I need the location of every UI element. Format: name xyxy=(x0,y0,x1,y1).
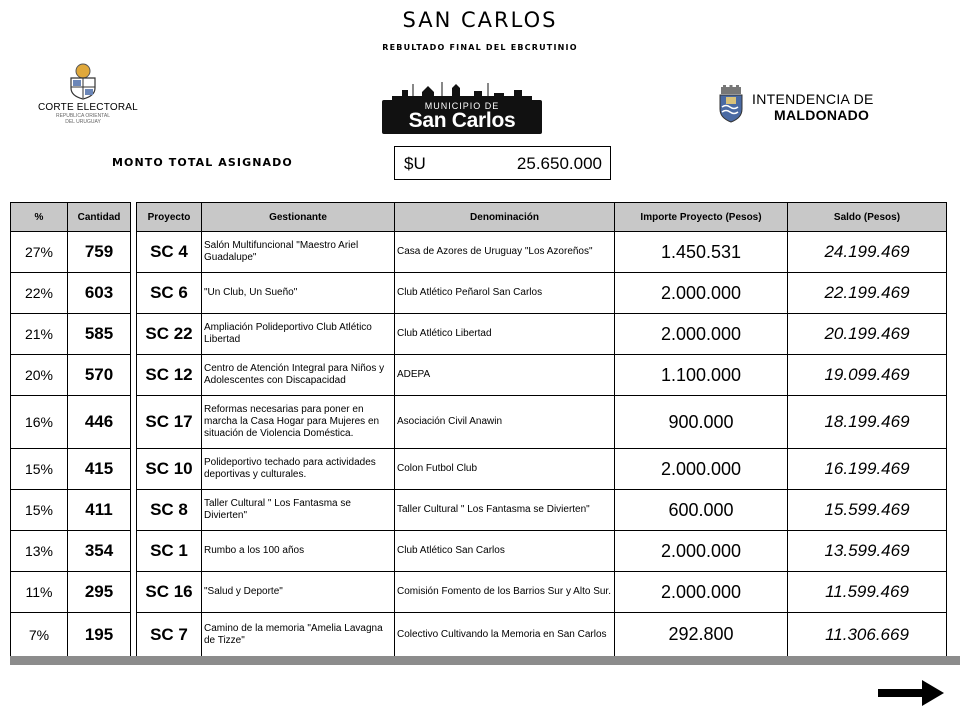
corte-electoral-name: CORTE ELECTORAL xyxy=(38,102,138,113)
cell-importe: 1.450.531 xyxy=(615,232,788,273)
table-row xyxy=(11,449,947,490)
cell-saldo: 11.599.469 xyxy=(788,572,947,613)
intendencia-line2: MALDONADO xyxy=(774,107,870,123)
cell-gestionante: Ampliación Polideportivo Club Atlético Libertad xyxy=(202,314,395,355)
cell-gestionante: "Salud y Deporte" xyxy=(202,572,395,613)
cell-denominacion: Club Atlético Peñarol San Carlos xyxy=(395,273,615,314)
header-proyecto: Proyecto xyxy=(137,203,202,232)
cell-pct: 20% xyxy=(11,355,68,396)
cell-pct: 13% xyxy=(11,531,68,572)
cell-cantidad: 759 xyxy=(68,232,131,273)
cell-importe: 1.100.000 xyxy=(615,355,788,396)
cell-cantidad: 603 xyxy=(68,273,131,314)
municipio-logo-top: MUNICIPIO DE xyxy=(424,101,500,111)
corte-electoral-sub1: REPUBLICA ORIENTAL xyxy=(55,113,111,119)
cell-gestionante: Centro de Atención Integral para Niños y Adolescentes con Discapacidad xyxy=(202,355,395,396)
cell-gestionante: Rumbo a los 100 años xyxy=(202,531,395,572)
cell-saldo: 22.199.469 xyxy=(788,273,947,314)
cell-cantidad: 570 xyxy=(68,355,131,396)
intendencia-line1: INTENDENCIA DE xyxy=(752,91,874,107)
cell-saldo: 13.599.469 xyxy=(788,531,947,572)
cell-proyecto: SC 7 xyxy=(137,613,202,657)
table-row xyxy=(11,314,947,355)
cell-saldo: 18.199.469 xyxy=(788,396,947,449)
cell-saldo: 11.306.669 xyxy=(788,613,947,657)
cell-cantidad: 585 xyxy=(68,314,131,355)
monto-value: 25.650.000 xyxy=(516,154,602,173)
monto-currency: $U xyxy=(404,154,426,173)
header-saldo: Saldo (Pesos) xyxy=(788,203,947,232)
cell-gestionante: Salón Multifuncional "Maestro Ariel Guadalupe" xyxy=(202,232,395,273)
cell-cantidad: 354 xyxy=(68,531,131,572)
cell-cantidad: 295 xyxy=(68,572,131,613)
cell-importe: 900.000 xyxy=(615,396,788,449)
cell-cantidad: 415 xyxy=(68,449,131,490)
cell-cantidad: 411 xyxy=(68,490,131,531)
cell-denominacion: Taller Cultural " Los Fantasma se Divierten" xyxy=(395,490,615,531)
cell-importe: 2.000.000 xyxy=(615,314,788,355)
municipio-logo-name: San Carlos xyxy=(408,109,516,132)
header-denominacion: Denominación xyxy=(395,203,615,232)
cell-denominacion: Casa de Azores de Uruguay "Los Azoreños" xyxy=(395,232,615,273)
cell-proyecto: SC 12 xyxy=(137,355,202,396)
header-importe: Importe Proyecto (Pesos) xyxy=(615,203,788,232)
table-row xyxy=(11,273,947,314)
table-row xyxy=(11,572,947,613)
cell-pct: 21% xyxy=(11,314,68,355)
cell-pct: 15% xyxy=(11,449,68,490)
cell-cantidad: 446 xyxy=(68,396,131,449)
cell-denominacion: Comisión Fomento de los Barrios Sur y Alto Sur. xyxy=(395,572,615,613)
header-pct: % xyxy=(11,203,68,232)
cell-pct: 7% xyxy=(11,613,68,657)
cell-importe: 600.000 xyxy=(615,490,788,531)
table-row xyxy=(11,232,947,273)
cell-saldo: 24.199.469 xyxy=(788,232,947,273)
table-row xyxy=(11,613,947,657)
results-table xyxy=(10,202,947,657)
table-header-row xyxy=(11,203,947,232)
cell-proyecto: SC 8 xyxy=(137,490,202,531)
cell-importe: 2.000.000 xyxy=(615,572,788,613)
cell-gestionante: Reformas necesarias para poner en marcha la Casa Hogar para Mujeres en situación de Violencia Doméstica. xyxy=(202,396,395,449)
cell-gestionante: Polideportivo techado para actividades deportivas y culturales. xyxy=(202,449,395,490)
bottom-bar xyxy=(10,656,960,665)
cell-saldo: 19.099.469 xyxy=(788,355,947,396)
monto-label: MONTO TOTAL ASIGNADO xyxy=(112,156,293,169)
municipio-logo xyxy=(382,82,542,134)
corte-electoral-sub2: DEL URUGUAY xyxy=(65,119,101,125)
table-row xyxy=(11,531,947,572)
cell-gestionante: "Un Club, Un Sueño" xyxy=(202,273,395,314)
header-cantidad: Cantidad xyxy=(68,203,131,232)
uruguay-coat-of-arms-icon xyxy=(66,62,100,100)
cell-importe: 2.000.000 xyxy=(615,449,788,490)
page-title: SAN CARLOS xyxy=(402,8,558,32)
cell-pct: 16% xyxy=(11,396,68,449)
cell-pct: 22% xyxy=(11,273,68,314)
cell-gestionante: Camino de la memoria "Amelia Lavagna de Tizze" xyxy=(202,613,395,657)
cell-proyecto: SC 17 xyxy=(137,396,202,449)
monto-box xyxy=(394,146,611,180)
arrow-right-icon[interactable] xyxy=(878,680,944,706)
page-subtitle: REBULTADO FINAL DEL EBCRUTINIO xyxy=(382,43,578,52)
cell-proyecto: SC 4 xyxy=(137,232,202,273)
corte-electoral-logo xyxy=(38,62,138,125)
cell-proyecto: SC 22 xyxy=(137,314,202,355)
cell-denominacion: Colectivo Cultivando la Memoria en San Carlos xyxy=(395,613,615,657)
cell-denominacion: Colon Futbol Club xyxy=(395,449,615,490)
intendencia-logo xyxy=(718,85,898,125)
cell-pct: 15% xyxy=(11,490,68,531)
cell-denominacion: Club Atlético San Carlos xyxy=(395,531,615,572)
cell-saldo: 16.199.469 xyxy=(788,449,947,490)
maldonado-crest-icon xyxy=(718,85,744,123)
cell-saldo: 20.199.469 xyxy=(788,314,947,355)
cell-denominacion: Club Atlético Libertad xyxy=(395,314,615,355)
cell-gestionante: Taller Cultural " Los Fantasma se Divierten" xyxy=(202,490,395,531)
table-row xyxy=(11,490,947,531)
cell-proyecto: SC 6 xyxy=(137,273,202,314)
cell-importe: 292.800 xyxy=(615,613,788,657)
cell-proyecto: SC 16 xyxy=(137,572,202,613)
cell-proyecto: SC 1 xyxy=(137,531,202,572)
cell-denominacion: ADEPA xyxy=(395,355,615,396)
cell-proyecto: SC 10 xyxy=(137,449,202,490)
cell-pct: 27% xyxy=(11,232,68,273)
header-gestionante: Gestionante xyxy=(202,203,395,232)
cell-pct: 11% xyxy=(11,572,68,613)
cell-denominacion: Asociación Civil Anawin xyxy=(395,396,615,449)
cell-cantidad: 195 xyxy=(68,613,131,657)
table-row xyxy=(11,355,947,396)
cell-importe: 2.000.000 xyxy=(615,531,788,572)
table-row xyxy=(11,396,947,449)
cell-saldo: 15.599.469 xyxy=(788,490,947,531)
cell-importe: 2.000.000 xyxy=(615,273,788,314)
